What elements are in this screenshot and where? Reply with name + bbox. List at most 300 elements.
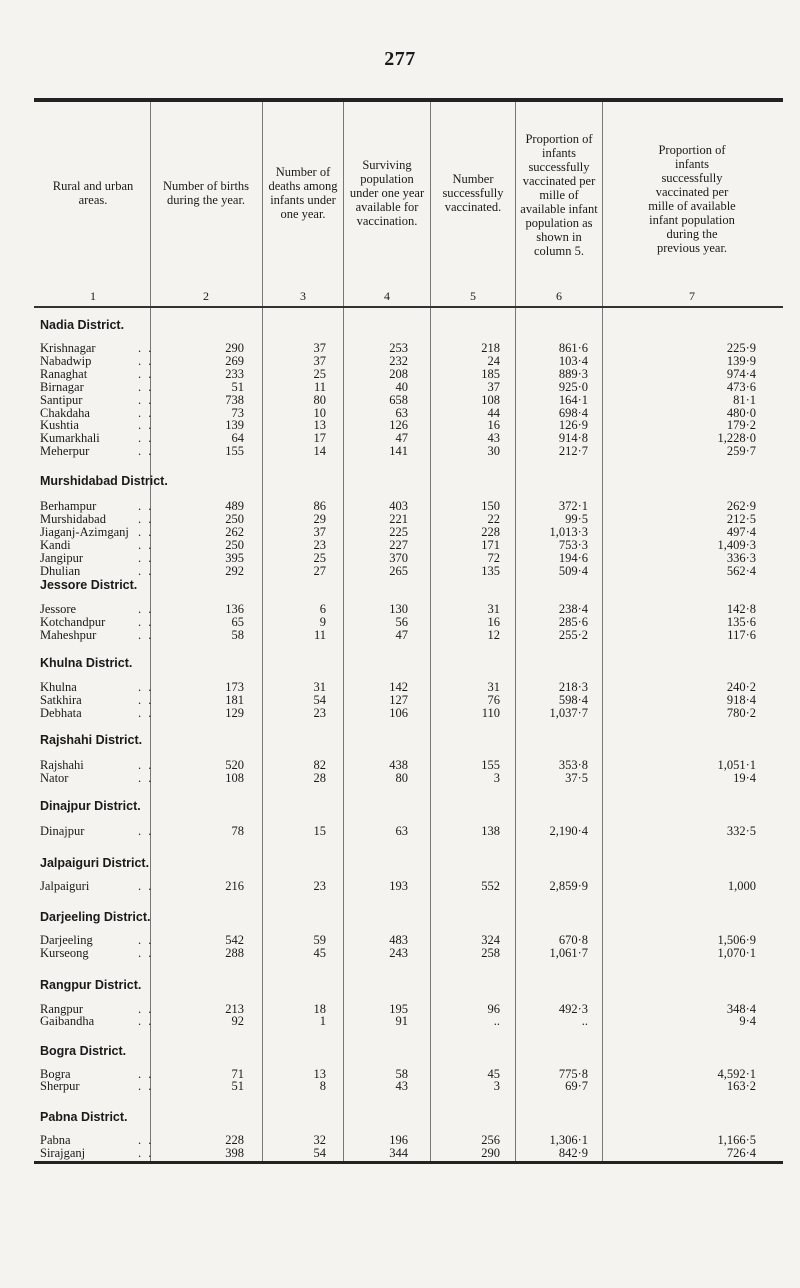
- proportion-previous-cell: 918·4: [726, 692, 756, 707]
- vaccinated-cell: 43: [487, 431, 500, 446]
- proportion-previous-cell: 562·4: [726, 563, 756, 578]
- vaccinated-cell: 37: [487, 379, 500, 394]
- leader-dots: . .: [138, 1066, 154, 1081]
- proportion-previous-cell: 240·2: [726, 680, 756, 695]
- surviving-cell: 483: [389, 932, 408, 947]
- surviving-cell: 243: [389, 945, 408, 960]
- proportion-current-cell: 212·7: [558, 444, 588, 459]
- surviving-cell: 227: [389, 537, 408, 552]
- area-name: Jessore: [40, 602, 77, 617]
- area-name: Birnagar: [40, 379, 84, 394]
- leader-dots: . .: [138, 418, 154, 433]
- surviving-cell: 225: [389, 525, 408, 540]
- proportion-previous-cell: 117·6: [727, 628, 756, 643]
- deaths-cell: 86: [313, 499, 326, 514]
- district-heading: Nadia District.: [40, 318, 125, 332]
- table-row: [0, 1014, 800, 1028]
- proportion-current-cell: 889·3: [558, 367, 588, 382]
- area-name: Kurseong: [40, 945, 89, 960]
- surviving-cell: 142: [389, 680, 408, 695]
- proportion-current-cell: 1,061·7: [549, 945, 588, 960]
- leader-dots: . .: [138, 525, 154, 540]
- surviving-cell: 106: [389, 705, 408, 720]
- proportion-previous-cell: 1,409·3: [717, 537, 756, 552]
- deaths-cell: 59: [313, 932, 326, 947]
- births-cell: 520: [225, 757, 244, 772]
- proportion-current-cell: 238·4: [558, 602, 588, 617]
- vaccinated-cell: 45: [487, 1066, 500, 1081]
- deaths-cell: 11: [313, 628, 326, 643]
- proportion-current-cell: 2,190·4: [549, 823, 588, 838]
- page-number: 277: [384, 48, 416, 70]
- table-row: [0, 706, 800, 720]
- proportion-previous-cell: 1,506·9: [717, 932, 756, 947]
- births-cell: 250: [225, 537, 244, 552]
- leader-dots: . .: [138, 341, 154, 356]
- leader-dots: . .: [138, 705, 154, 720]
- proportion-previous-cell: 974·4: [726, 367, 756, 382]
- vaccinated-cell: 218: [481, 341, 500, 356]
- proportion-previous-cell: 262·9: [726, 499, 756, 514]
- births-cell: 228: [225, 1133, 244, 1148]
- deaths-cell: 54: [313, 1146, 326, 1161]
- district-heading: Dinajpur District.: [40, 799, 141, 814]
- deaths-cell: 8: [319, 1079, 326, 1094]
- proportion-previous-cell: 4,592·1: [717, 1066, 756, 1081]
- area-name: Rangpur: [40, 1001, 84, 1016]
- surviving-cell: 58: [395, 1066, 408, 1081]
- deaths-cell: 32: [313, 1133, 326, 1148]
- column-number: 1: [90, 289, 96, 303]
- vaccinated-cell: 290: [481, 1146, 500, 1161]
- surviving-cell: 438: [389, 757, 408, 772]
- header-deaths: Number of deaths among infants under one year.: [268, 165, 338, 221]
- proportion-current-cell: 775·8: [558, 1066, 588, 1081]
- deaths-cell: 45: [313, 945, 326, 960]
- table-row: [0, 1079, 800, 1093]
- vaccinated-cell: 228: [481, 525, 500, 540]
- column-number: 4: [384, 289, 390, 303]
- births-cell: 73: [231, 405, 244, 420]
- surviving-cell: 43: [395, 1079, 408, 1094]
- proportion-current-cell: 103·4: [558, 354, 588, 369]
- proportion-previous-cell: 81·1: [733, 392, 756, 407]
- proportion-previous-cell: 135·6: [726, 615, 756, 630]
- surviving-cell: 47: [395, 628, 408, 643]
- deaths-cell: 17: [313, 431, 326, 446]
- vaccinated-cell: 31: [487, 602, 500, 617]
- leader-dots: . .: [138, 1079, 154, 1094]
- leader-dots: . .: [138, 367, 154, 382]
- area-name: Dhulian: [40, 563, 81, 578]
- proportion-current-cell: 925·0: [558, 379, 588, 394]
- proportion-previous-cell: 332·5: [726, 823, 756, 838]
- leader-dots: . .: [138, 770, 154, 785]
- district-heading: Murshidabad District.: [40, 474, 168, 489]
- vaccinated-cell: 185: [481, 367, 500, 382]
- district-heading: Rangpur District.: [40, 978, 142, 993]
- table-row: [0, 1146, 800, 1160]
- leader-dots: . .: [138, 932, 154, 947]
- proportion-current-cell: 698·4: [558, 405, 588, 420]
- births-cell: 71: [231, 1066, 244, 1081]
- deaths-cell: 80: [313, 392, 326, 407]
- vaccinated-cell: 150: [481, 499, 500, 514]
- vaccinated-cell: 22: [487, 512, 500, 527]
- vaccinated-cell: 324: [481, 932, 500, 947]
- proportion-previous-cell: 480·0: [726, 405, 756, 420]
- surviving-cell: 47: [395, 431, 408, 446]
- deaths-cell: 37: [313, 341, 326, 356]
- leader-dots: . .: [138, 537, 154, 552]
- deaths-cell: 10: [313, 405, 326, 420]
- births-cell: 139: [225, 418, 244, 433]
- column-number: 6: [556, 289, 562, 303]
- table-bottom-rule: [34, 1161, 783, 1164]
- area-name: Dinajpur: [40, 823, 85, 838]
- births-cell: 92: [231, 1014, 244, 1029]
- vaccinated-cell: 138: [481, 823, 500, 838]
- proportion-current-cell: 861·6: [558, 341, 588, 356]
- deaths-cell: 23: [313, 878, 326, 893]
- deaths-cell: 28: [313, 770, 326, 785]
- area-name: Nabadwip: [40, 354, 92, 369]
- vaccinated-cell: 3: [493, 770, 500, 785]
- area-name: Kandi: [40, 537, 71, 552]
- proportion-current-cell: ..: [581, 1014, 588, 1029]
- surviving-cell: 232: [389, 354, 408, 369]
- proportion-current-cell: 914·8: [558, 431, 588, 446]
- surviving-cell: 658: [389, 392, 408, 407]
- proportion-current-cell: 2,859·9: [549, 878, 588, 893]
- area-name: Jiaganj-Azimganj: [40, 525, 129, 540]
- births-cell: 65: [231, 615, 244, 630]
- surviving-cell: 265: [389, 563, 408, 578]
- leader-dots: . .: [138, 392, 154, 407]
- proportion-previous-cell: 348·4: [726, 1001, 756, 1016]
- births-cell: 290: [225, 341, 244, 356]
- proportion-current-cell: 285·6: [558, 615, 588, 630]
- deaths-cell: 37: [313, 354, 326, 369]
- vaccinated-cell: 16: [487, 418, 500, 433]
- deaths-cell: 29: [313, 512, 326, 527]
- proportion-current-cell: 372·1: [558, 499, 588, 514]
- surviving-cell: 40: [395, 379, 408, 394]
- area-name: Debhata: [40, 705, 82, 720]
- proportion-previous-cell: 473·6: [726, 379, 756, 394]
- proportion-current-cell: 99·5: [565, 512, 588, 527]
- area-name: Rajshahi: [40, 757, 84, 772]
- births-cell: 269: [225, 354, 244, 369]
- area-name: Khulna: [40, 680, 77, 695]
- header-vaccinated: Number successfully vaccinated.: [442, 172, 504, 214]
- proportion-previous-cell: 179·2: [726, 418, 756, 433]
- vaccinated-cell: 108: [481, 392, 500, 407]
- district-heading: Darjeeling District.: [40, 910, 151, 925]
- proportion-previous-cell: 1,051·1: [717, 757, 756, 772]
- proportion-previous-cell: 139·9: [726, 354, 756, 369]
- table-row: [0, 946, 800, 960]
- table-row: [0, 771, 800, 785]
- area-name: Sherpur: [40, 1079, 80, 1094]
- proportion-previous-cell: 497·4: [726, 525, 756, 540]
- deaths-cell: 13: [313, 418, 326, 433]
- leader-dots: . .: [138, 563, 154, 578]
- proportion-current-cell: 670·8: [558, 932, 588, 947]
- births-cell: 51: [231, 1079, 244, 1094]
- vaccinated-cell: 110: [481, 705, 500, 720]
- births-cell: 398: [225, 1146, 244, 1161]
- surviving-cell: 141: [389, 444, 408, 459]
- leader-dots: . .: [138, 615, 154, 630]
- births-cell: 542: [225, 932, 244, 947]
- proportion-current-cell: 353·8: [558, 757, 588, 772]
- leader-dots: . .: [138, 757, 154, 772]
- deaths-cell: 54: [313, 692, 326, 707]
- leader-dots: . .: [138, 1001, 154, 1016]
- births-cell: 288: [225, 945, 244, 960]
- surviving-cell: 130: [389, 602, 408, 617]
- births-cell: 108: [225, 770, 244, 785]
- births-cell: 233: [225, 367, 244, 382]
- proportion-current-cell: 1,013·3: [549, 525, 588, 540]
- leader-dots: . .: [138, 1146, 154, 1161]
- proportion-previous-cell: 163·2: [726, 1079, 756, 1094]
- deaths-cell: 23: [313, 705, 326, 720]
- proportion-current-cell: 194·6: [558, 550, 588, 565]
- proportion-previous-cell: 1,070·1: [717, 945, 756, 960]
- proportion-previous-cell: 726·4: [726, 1146, 756, 1161]
- vaccinated-cell: 258: [481, 945, 500, 960]
- births-cell: 250: [225, 512, 244, 527]
- surviving-cell: 370: [389, 550, 408, 565]
- surviving-cell: 253: [389, 341, 408, 356]
- leader-dots: . .: [138, 444, 154, 459]
- header-proportion-current: Proportion of infants successfully vaccinated per mille of available infant population as shown in column 5.: [520, 132, 598, 258]
- vaccinated-cell: 155: [481, 757, 500, 772]
- surviving-cell: 195: [389, 1001, 408, 1016]
- births-cell: 51: [231, 379, 244, 394]
- area-name: Berhampur: [40, 499, 97, 514]
- deaths-cell: 1: [319, 1014, 326, 1029]
- leader-dots: . .: [138, 354, 154, 369]
- deaths-cell: 6: [319, 602, 326, 617]
- area-name: Krishnagar: [40, 341, 96, 356]
- deaths-cell: 13: [313, 1066, 326, 1081]
- births-cell: 58: [231, 628, 244, 643]
- proportion-current-cell: 598·4: [558, 692, 588, 707]
- deaths-cell: 25: [313, 550, 326, 565]
- proportion-previous-cell: 142·8: [726, 602, 756, 617]
- surviving-cell: 63: [395, 405, 408, 420]
- deaths-cell: 11: [313, 379, 326, 394]
- column-number: 7: [689, 289, 695, 303]
- proportion-current-cell: 753·3: [558, 537, 588, 552]
- district-heading: Jessore District.: [40, 578, 138, 593]
- proportion-current-cell: 1,037·7: [549, 705, 588, 720]
- area-name: Ranaghat: [40, 367, 88, 382]
- vaccinated-cell: 171: [481, 537, 500, 552]
- births-cell: 129: [225, 705, 244, 720]
- deaths-cell: 25: [313, 367, 326, 382]
- table-row: [0, 628, 800, 642]
- leader-dots: . .: [138, 431, 154, 446]
- deaths-cell: 31: [313, 680, 326, 695]
- births-cell: 213: [225, 1001, 244, 1016]
- table-row: [0, 444, 800, 458]
- area-name: Kumarkhali: [40, 431, 100, 446]
- table-row: [0, 564, 800, 578]
- leader-dots: . .: [138, 878, 154, 893]
- area-name: Satkhira: [40, 692, 82, 707]
- leader-dots: . .: [138, 945, 154, 960]
- births-cell: 136: [225, 602, 244, 617]
- surviving-cell: 196: [389, 1133, 408, 1148]
- deaths-cell: 23: [313, 537, 326, 552]
- table-row: [0, 879, 800, 893]
- area-name: Bogra: [40, 1066, 71, 1081]
- header-areas: Rural and urban areas.: [52, 179, 134, 207]
- births-cell: 262: [225, 525, 244, 540]
- proportion-previous-cell: 9·4: [739, 1014, 756, 1029]
- area-name: Santipur: [40, 392, 83, 407]
- births-cell: 181: [225, 692, 244, 707]
- vaccinated-cell: 76: [487, 692, 500, 707]
- proportion-current-cell: 218·3: [558, 680, 588, 695]
- surviving-cell: 63: [395, 823, 408, 838]
- proportion-current-cell: 509·4: [558, 563, 588, 578]
- leader-dots: . .: [138, 512, 154, 527]
- area-name: Sirajganj: [40, 1146, 86, 1161]
- area-name: Chakdaha: [40, 405, 90, 420]
- area-name: Jalpaiguri: [40, 878, 90, 893]
- births-cell: 78: [231, 823, 244, 838]
- surviving-cell: 208: [389, 367, 408, 382]
- area-name: Darjeeling: [40, 932, 93, 947]
- proportion-previous-cell: 1,000: [727, 878, 756, 893]
- proportion-current-cell: 255·2: [558, 628, 588, 643]
- vaccinated-cell: 96: [487, 1001, 500, 1016]
- births-cell: 489: [225, 499, 244, 514]
- proportion-current-cell: 1,306·1: [549, 1133, 588, 1148]
- vaccinated-cell: ..: [493, 1014, 500, 1029]
- vaccinated-cell: 135: [481, 563, 500, 578]
- leader-dots: . .: [138, 680, 154, 695]
- leader-dots: . .: [138, 602, 154, 617]
- births-cell: 738: [225, 392, 244, 407]
- district-heading: Khulna District.: [40, 655, 133, 670]
- area-name: Gaibandha: [40, 1014, 95, 1029]
- area-name: Kushtia: [40, 418, 79, 433]
- surviving-cell: 126: [389, 418, 408, 433]
- district-heading: Bogra District.: [40, 1043, 127, 1058]
- column-number: 2: [203, 289, 209, 303]
- leader-dots: . .: [138, 550, 154, 565]
- proportion-previous-cell: 259·7: [726, 444, 756, 459]
- header-surviving: Surviving population under one year available for vaccination.: [349, 158, 425, 228]
- district-heading: Pabna District.: [40, 1109, 128, 1124]
- area-name: Pabna: [40, 1133, 71, 1148]
- leader-dots: . .: [138, 499, 154, 514]
- table-top-rule: [34, 98, 783, 102]
- proportion-current-cell: 69·7: [565, 1079, 588, 1094]
- column-number: 5: [470, 289, 476, 303]
- proportion-previous-cell: 212·5: [726, 512, 756, 527]
- header-bottom-rule: [34, 306, 783, 308]
- vaccinated-cell: 12: [487, 628, 500, 643]
- proportion-current-cell: 37·5: [565, 770, 588, 785]
- surviving-cell: 193: [389, 878, 408, 893]
- surviving-cell: 127: [389, 692, 408, 707]
- vaccinated-cell: 552: [481, 878, 500, 893]
- births-cell: 155: [225, 444, 244, 459]
- deaths-cell: 15: [313, 823, 326, 838]
- proportion-current-cell: 126·9: [558, 418, 588, 433]
- deaths-cell: 27: [313, 563, 326, 578]
- leader-dots: . .: [138, 823, 154, 838]
- vaccinated-cell: 44: [487, 405, 500, 420]
- deaths-cell: 37: [313, 525, 326, 540]
- proportion-current-cell: 492·3: [558, 1001, 588, 1016]
- proportion-current-cell: 164·1: [558, 392, 588, 407]
- proportion-current-cell: 842·9: [558, 1146, 588, 1161]
- header-proportion-previous: Proportion of infants successfully vaccinated per mille of available infant population during the previous year.: [648, 143, 736, 255]
- table-row: [0, 824, 800, 838]
- deaths-cell: 18: [313, 1001, 326, 1016]
- proportion-previous-cell: 225·9: [726, 341, 756, 356]
- vaccinated-cell: 30: [487, 444, 500, 459]
- vaccinated-cell: 24: [487, 354, 500, 369]
- vaccinated-cell: 3: [493, 1079, 500, 1094]
- leader-dots: . .: [138, 379, 154, 394]
- proportion-previous-cell: 1,166·5: [717, 1133, 756, 1148]
- births-cell: 395: [225, 550, 244, 565]
- header-births: Number of births during the year.: [162, 179, 250, 207]
- deaths-cell: 9: [319, 615, 326, 630]
- leader-dots: . .: [138, 1133, 154, 1148]
- leader-dots: . .: [138, 692, 154, 707]
- proportion-previous-cell: 336·3: [726, 550, 756, 565]
- births-cell: 292: [225, 563, 244, 578]
- area-name: Jangipur: [40, 550, 84, 565]
- district-heading: Rajshahi District.: [40, 733, 143, 748]
- surviving-cell: 91: [395, 1014, 408, 1029]
- surviving-cell: 80: [395, 770, 408, 785]
- births-cell: 216: [225, 878, 244, 893]
- vaccinated-cell: 256: [481, 1133, 500, 1148]
- area-name: Meherpur: [40, 444, 90, 459]
- vaccinated-cell: 31: [487, 680, 500, 695]
- area-name: Murshidabad: [40, 512, 106, 527]
- births-cell: 173: [225, 680, 244, 695]
- leader-dots: . .: [138, 405, 154, 420]
- area-name: Maheshpur: [40, 628, 97, 643]
- vaccinated-cell: 16: [487, 615, 500, 630]
- leader-dots: . .: [138, 1014, 154, 1029]
- area-name: Nator: [40, 770, 69, 785]
- proportion-previous-cell: 19·4: [733, 770, 756, 785]
- deaths-cell: 14: [313, 444, 326, 459]
- proportion-previous-cell: 1,228·0: [717, 431, 756, 446]
- surviving-cell: 344: [389, 1146, 408, 1161]
- district-heading: Jalpaiguri District.: [40, 856, 150, 871]
- vaccinated-cell: 72: [487, 550, 500, 565]
- surviving-cell: 221: [389, 512, 408, 527]
- leader-dots: . .: [138, 628, 154, 643]
- surviving-cell: 56: [395, 615, 408, 630]
- deaths-cell: 82: [313, 757, 326, 772]
- column-number: 3: [300, 289, 306, 303]
